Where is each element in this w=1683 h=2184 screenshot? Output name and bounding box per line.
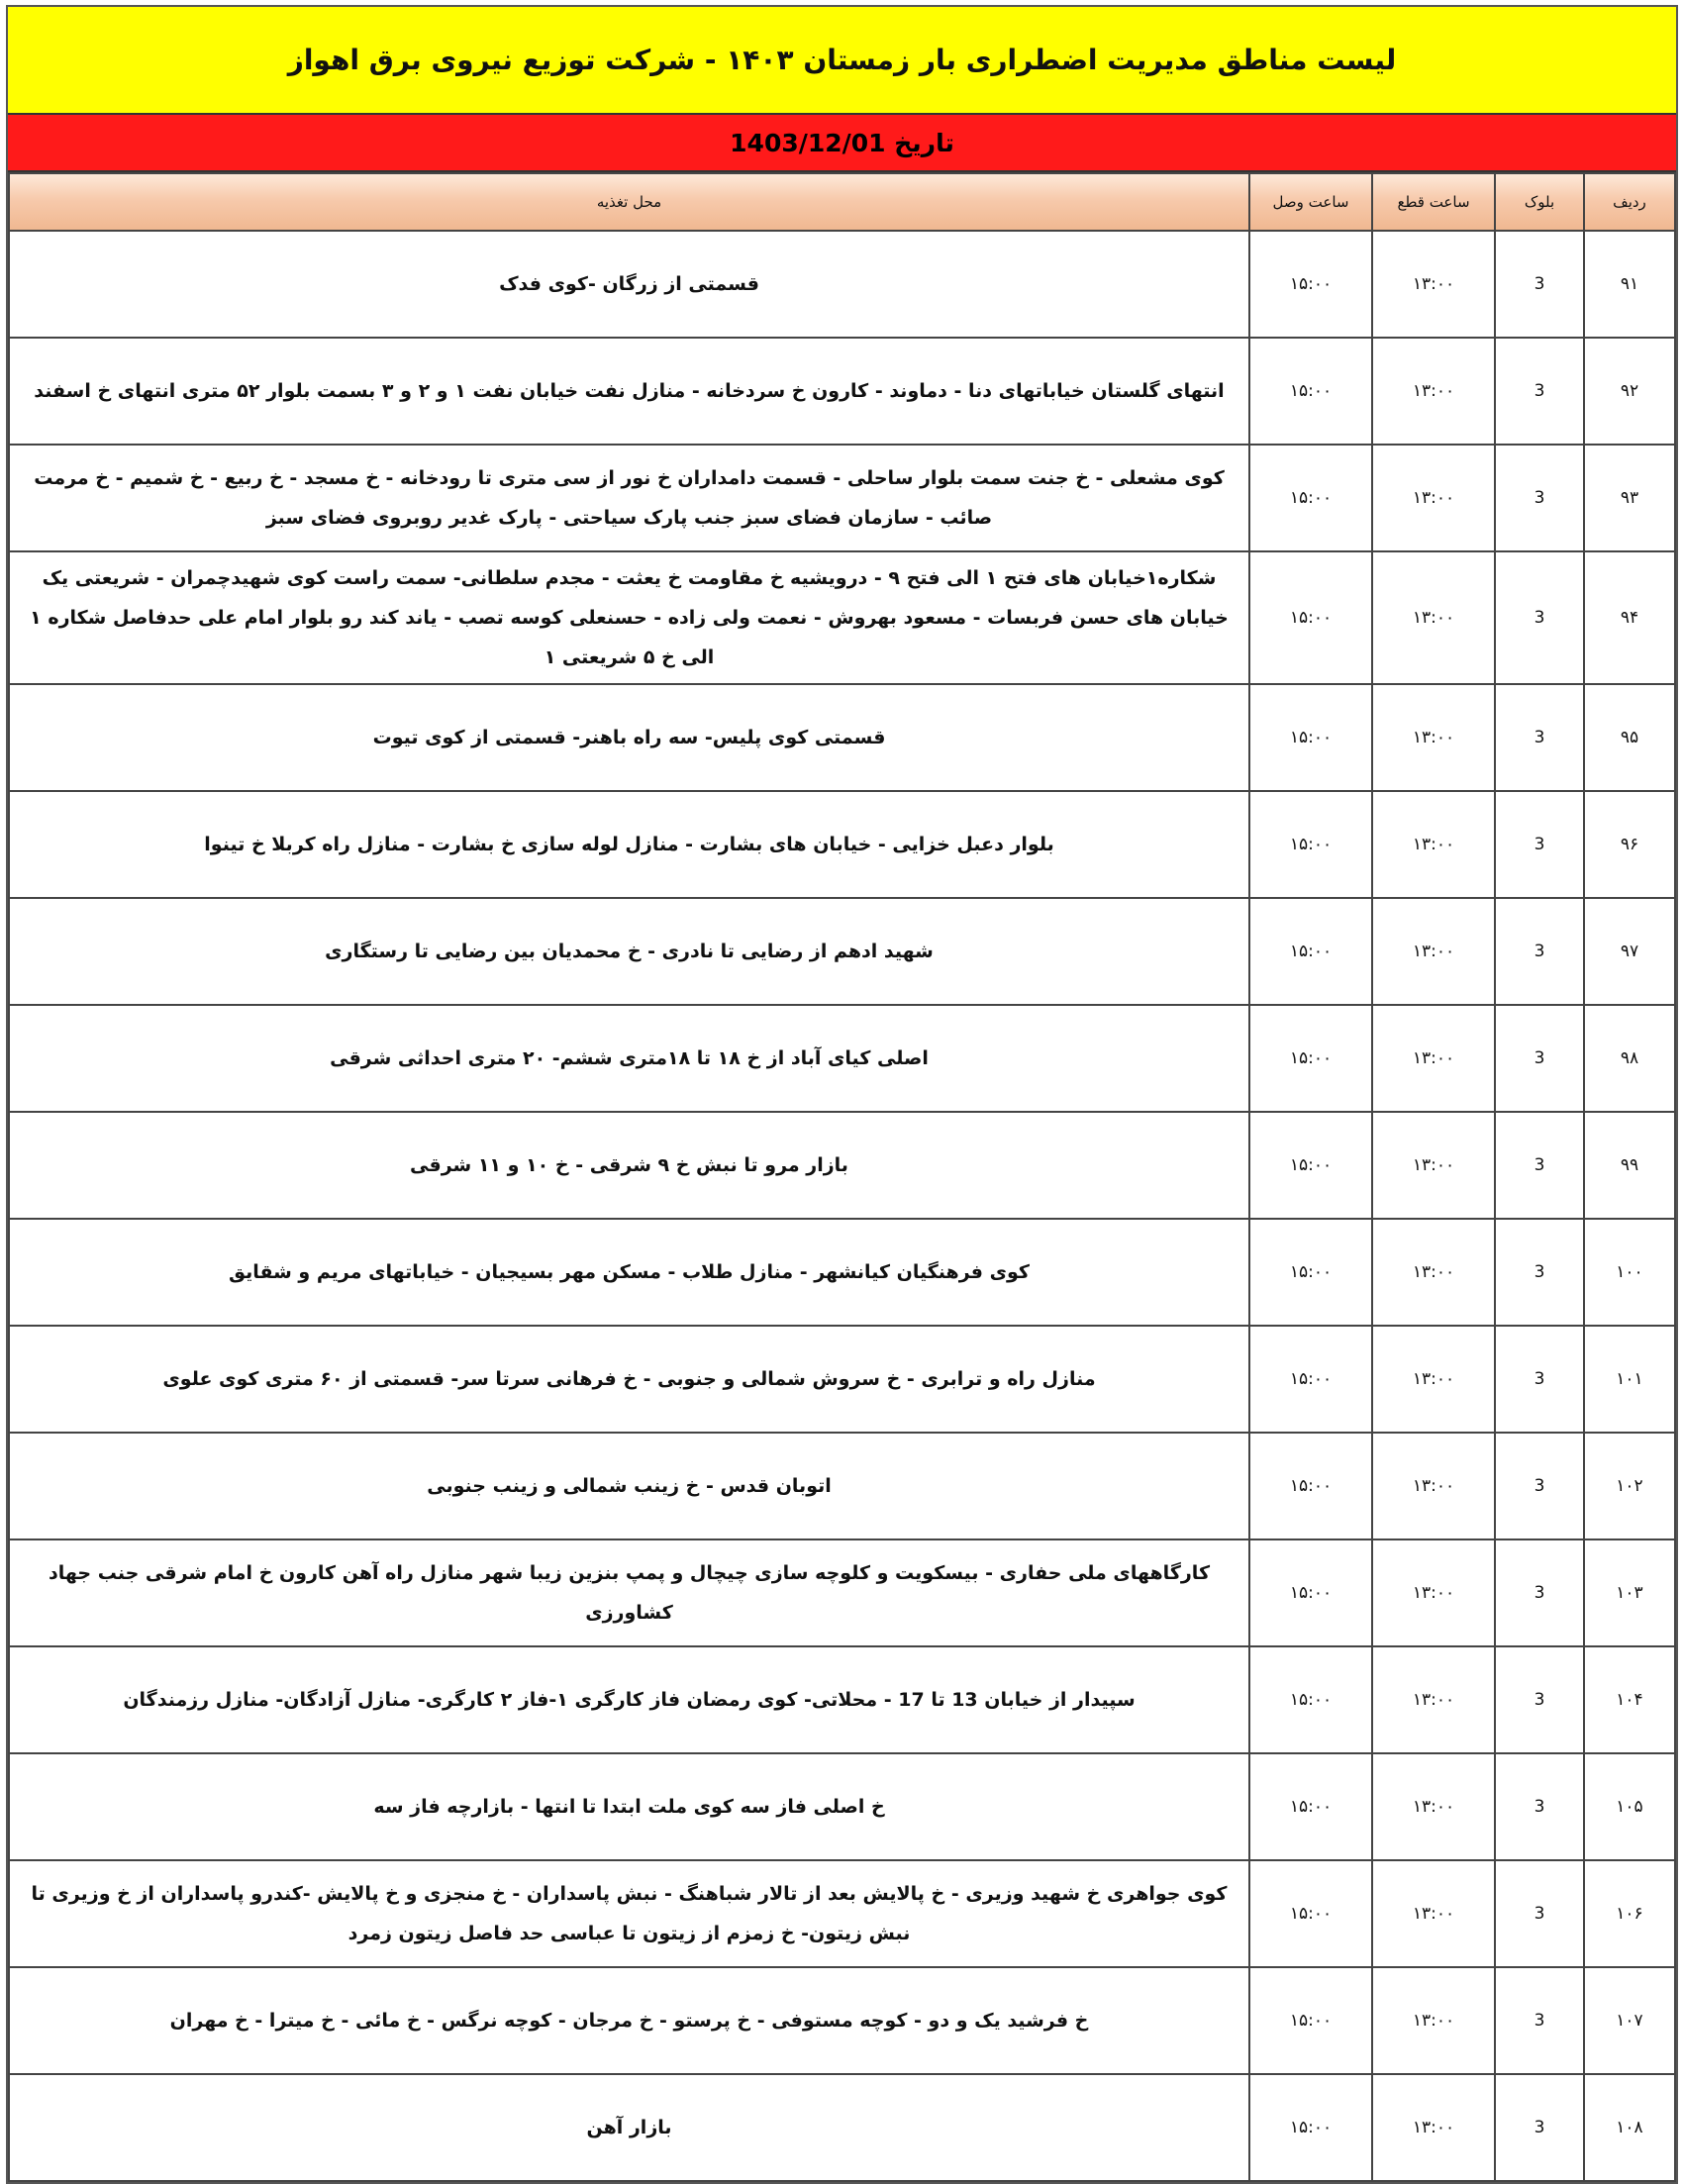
table-row [9,2074,1675,2181]
connect-time-cell: ۱۵:۰۰ [1249,1326,1372,1433]
connect-time-cell: ۱۵:۰۰ [1249,1219,1372,1326]
page-title: لیست مناطق مدیریت اضطراری بار زمستان ۱۴۰۳ - شرکت توزیع نیروی برق اهواز [287,44,1397,76]
connect-time-cell: ۱۵:۰۰ [1249,1539,1372,1646]
cut-time-cell: ۱۳:۰۰ [1372,1112,1495,1219]
row-number-cell: ۱۰۵ [1584,1753,1675,1860]
block-cell: 3 [1495,1646,1584,1753]
cut-time-cell: ۱۳:۰۰ [1372,1539,1495,1646]
table-row [9,1967,1675,2074]
date-label: تاریخ 1403/12/01 [730,128,954,157]
row-number-cell: ۹۱ [1584,231,1675,338]
table-row [9,1326,1675,1433]
block-cell: 3 [1495,1860,1584,1967]
cut-time-cell: ۱۳:۰۰ [1372,2074,1495,2181]
block-cell: 3 [1495,1005,1584,1112]
cut-time-cell: ۱۳:۰۰ [1372,231,1495,338]
table-row [9,1005,1675,1112]
connect-time-cell: ۱۵:۰۰ [1249,1967,1372,2074]
location-cell: خ اصلی فاز سه کوی ملت ابتدا تا انتها - بازارچه فاز سه [9,1753,1249,1860]
block-cell: 3 [1495,684,1584,791]
row-number-cell: ۹۳ [1584,445,1675,551]
block-cell: 3 [1495,231,1584,338]
cut-time-cell: ۱۳:۰۰ [1372,1219,1495,1326]
location-cell: شهید ادهم از رضایی تا نادری - خ محمدیان بین رضایی تا رستگاری [9,898,1249,1005]
row-number-cell: ۹۲ [1584,338,1675,445]
cut-time-cell: ۱۳:۰۰ [1372,1005,1495,1112]
cut-time-cell: ۱۳:۰۰ [1372,1646,1495,1753]
location-cell: کوی فرهنگیان کیانشهر - منازل طلاب - مسکن مهر بسیجیان - خیاباتهای مریم و شقایق [9,1219,1249,1326]
row-number-cell: ۱۰۰ [1584,1219,1675,1326]
cut-time-cell: ۱۳:۰۰ [1372,1326,1495,1433]
block-cell: 3 [1495,2074,1584,2181]
schedule-sheet [6,5,1678,2184]
connect-time-cell: ۱۵:۰۰ [1249,1753,1372,1860]
table-row [9,1646,1675,1753]
row-number-cell: ۹۹ [1584,1112,1675,1219]
location-cell: کارگاههای ملی حفاری - بیسکویت و کلوچه سازی چیچال و پمپ بنزین زیبا شهر منازل راه آهن کارون خ امام شرقی جنب جهاد کشاورزی [9,1539,1249,1646]
location-cell: خ فرشید یک و دو - کوچه مستوفی - خ پرستو - خ مرجان - کوچه نرگس - خ مائی - خ میترا - خ مهران [9,1967,1249,2074]
cut-time-cell: ۱۳:۰۰ [1372,1967,1495,2074]
header-location: محل تغذیه [9,173,1249,231]
cut-time-cell: ۱۳:۰۰ [1372,445,1495,551]
location-cell: انتهای گلستان خیاباتهای دنا - دماوند - کارون خ سردخانه - منازل نفت خیابان نفت ۱ و ۲ و ۳ بسمت بلوار ۵۲ متری انتهای خ اسفند [9,338,1249,445]
location-cell: بلوار دعبل خزایی - خیابان های بشارت - منازل لوله سازی خ بشارت - منازل راه کربلا خ تینوا [9,791,1249,898]
connect-time-cell: ۱۵:۰۰ [1249,1860,1372,1967]
cut-time-cell: ۱۳:۰۰ [1372,1753,1495,1860]
block-cell: 3 [1495,445,1584,551]
cut-time-cell: ۱۳:۰۰ [1372,1860,1495,1967]
table-row [9,684,1675,791]
location-cell: بازار مرو تا نبش خ ۹ شرقی - خ ۱۰ و ۱۱ شرقی [9,1112,1249,1219]
location-cell: قسمتی کوی پلیس- سه راه باهنر- قسمتی از کوی تیوت [9,684,1249,791]
table-row [9,791,1675,898]
location-cell: قسمتی از زرگان -کوی فدک [9,231,1249,338]
connect-time-cell: ۱۵:۰۰ [1249,1005,1372,1112]
table-body [9,231,1675,2181]
block-cell: 3 [1495,1112,1584,1219]
block-cell: 3 [1495,551,1584,684]
row-number-cell: ۱۰۷ [1584,1967,1675,2074]
header-cut-time: ساعت قطع [1372,173,1495,231]
row-number-cell: ۱۰۸ [1584,2074,1675,2181]
location-cell: سپیدار از خیابان 13 تا 17 - محلاتی- کوی رمضان فاز کارگری ۱-فاز ۲ کارگری- منازل آزادگان- منازل رزمندگان [9,1646,1249,1753]
row-number-cell: ۱۰۴ [1584,1646,1675,1753]
block-cell: 3 [1495,1326,1584,1433]
cut-time-cell: ۱۳:۰۰ [1372,684,1495,791]
table-row [9,1860,1675,1967]
table-row [9,1219,1675,1326]
block-cell: 3 [1495,791,1584,898]
row-number-cell: ۱۰۲ [1584,1433,1675,1539]
location-cell: بازار آهن [9,2074,1249,2181]
row-number-cell: ۹۸ [1584,1005,1675,1112]
connect-time-cell: ۱۵:۰۰ [1249,2074,1372,2181]
table-row [9,1753,1675,1860]
block-cell: 3 [1495,1433,1584,1539]
cut-time-cell: ۱۳:۰۰ [1372,898,1495,1005]
connect-time-cell: ۱۵:۰۰ [1249,338,1372,445]
block-cell: 3 [1495,1539,1584,1646]
row-number-cell: ۱۰۱ [1584,1326,1675,1433]
table-row [9,1112,1675,1219]
location-cell: اتوبان قدس - خ زینب شمالی و زینب جنوبی [9,1433,1249,1539]
cut-time-cell: ۱۳:۰۰ [1372,1433,1495,1539]
outage-table [8,172,1676,2182]
cut-time-cell: ۱۳:۰۰ [1372,791,1495,898]
table-row [9,338,1675,445]
block-cell: 3 [1495,1967,1584,2074]
table-row [9,898,1675,1005]
header-connect-time: ساعت وصل [1249,173,1372,231]
location-cell: منازل راه و ترابری - خ سروش شمالی و جنوبی - خ فرهانی سرتا سر- قسمتی از ۶۰ متری کوی علوی [9,1326,1249,1433]
connect-time-cell: ۱۵:۰۰ [1249,1433,1372,1539]
block-cell: 3 [1495,1753,1584,1860]
table-row [9,231,1675,338]
row-number-cell: ۱۰۳ [1584,1539,1675,1646]
row-number-cell: ۹۴ [1584,551,1675,684]
table-row [9,1539,1675,1646]
connect-time-cell: ۱۵:۰۰ [1249,231,1372,338]
location-cell: شکاره۱خیابان های فتح ۱ الی فتح ۹ - درویشیه خ مقاومت خ یعثت - مجدم سلطانی- سمت راست کوی شهیدچمران - شریعتی یک خیابان های حسن فربسات - مسعود بهروش - نعمت ولی زاده - حسنعلی کوسه تصب - یاند کند رو بلوار امام علی حدفاصل شکاره ۱ الی خ ۵ شریعتی ۱ [9,551,1249,684]
connect-time-cell: ۱۵:۰۰ [1249,1646,1372,1753]
connect-time-cell: ۱۵:۰۰ [1249,445,1372,551]
cut-time-cell: ۱۳:۰۰ [1372,551,1495,684]
cut-time-cell: ۱۳:۰۰ [1372,338,1495,445]
row-number-cell: ۹۵ [1584,684,1675,791]
table-row [9,551,1675,684]
connect-time-cell: ۱۵:۰۰ [1249,791,1372,898]
block-cell: 3 [1495,898,1584,1005]
location-cell: اصلی کیای آباد از خ ۱۸ تا ۱۸متری ششم- ۲۰ متری احداثی شرقی [9,1005,1249,1112]
connect-time-cell: ۱۵:۰۰ [1249,551,1372,684]
location-cell: کوی مشعلی - خ جنت سمت بلوار ساحلی - قسمت دامداران خ نور از سی متری تا رودخانه - خ مسجد - خ ربیع - خ شمیم - خ مرمت صائب - سازمان فضای سبز جنب پارک سیاحتی - پارک غدیر روبروی فضای سبز [9,445,1249,551]
connect-time-cell: ۱۵:۰۰ [1249,684,1372,791]
row-number-cell: ۹۶ [1584,791,1675,898]
connect-time-cell: ۱۵:۰۰ [1249,1112,1372,1219]
location-cell: کوی جواهری خ شهید وزیری - خ پالایش بعد از تالار شباهنگ - نبش پاسداران - خ منجزی و خ پالایش -کندرو پاسداران از خ وزیری تا نبش زیتون- خ زمزم از زیتون تا عباسی حد فاصل زیتون زمرد [9,1860,1249,1967]
block-cell: 3 [1495,1219,1584,1326]
table-row [9,445,1675,551]
block-cell: 3 [1495,338,1584,445]
table-row [9,1433,1675,1539]
header-row-number: ردیف [1584,173,1675,231]
table-header-row [9,173,1675,231]
date-banner [8,115,1676,172]
row-number-cell: ۹۷ [1584,898,1675,1005]
row-number-cell: ۱۰۶ [1584,1860,1675,1967]
header-block: بلوک [1495,173,1584,231]
title-banner [8,7,1676,115]
connect-time-cell: ۱۵:۰۰ [1249,898,1372,1005]
